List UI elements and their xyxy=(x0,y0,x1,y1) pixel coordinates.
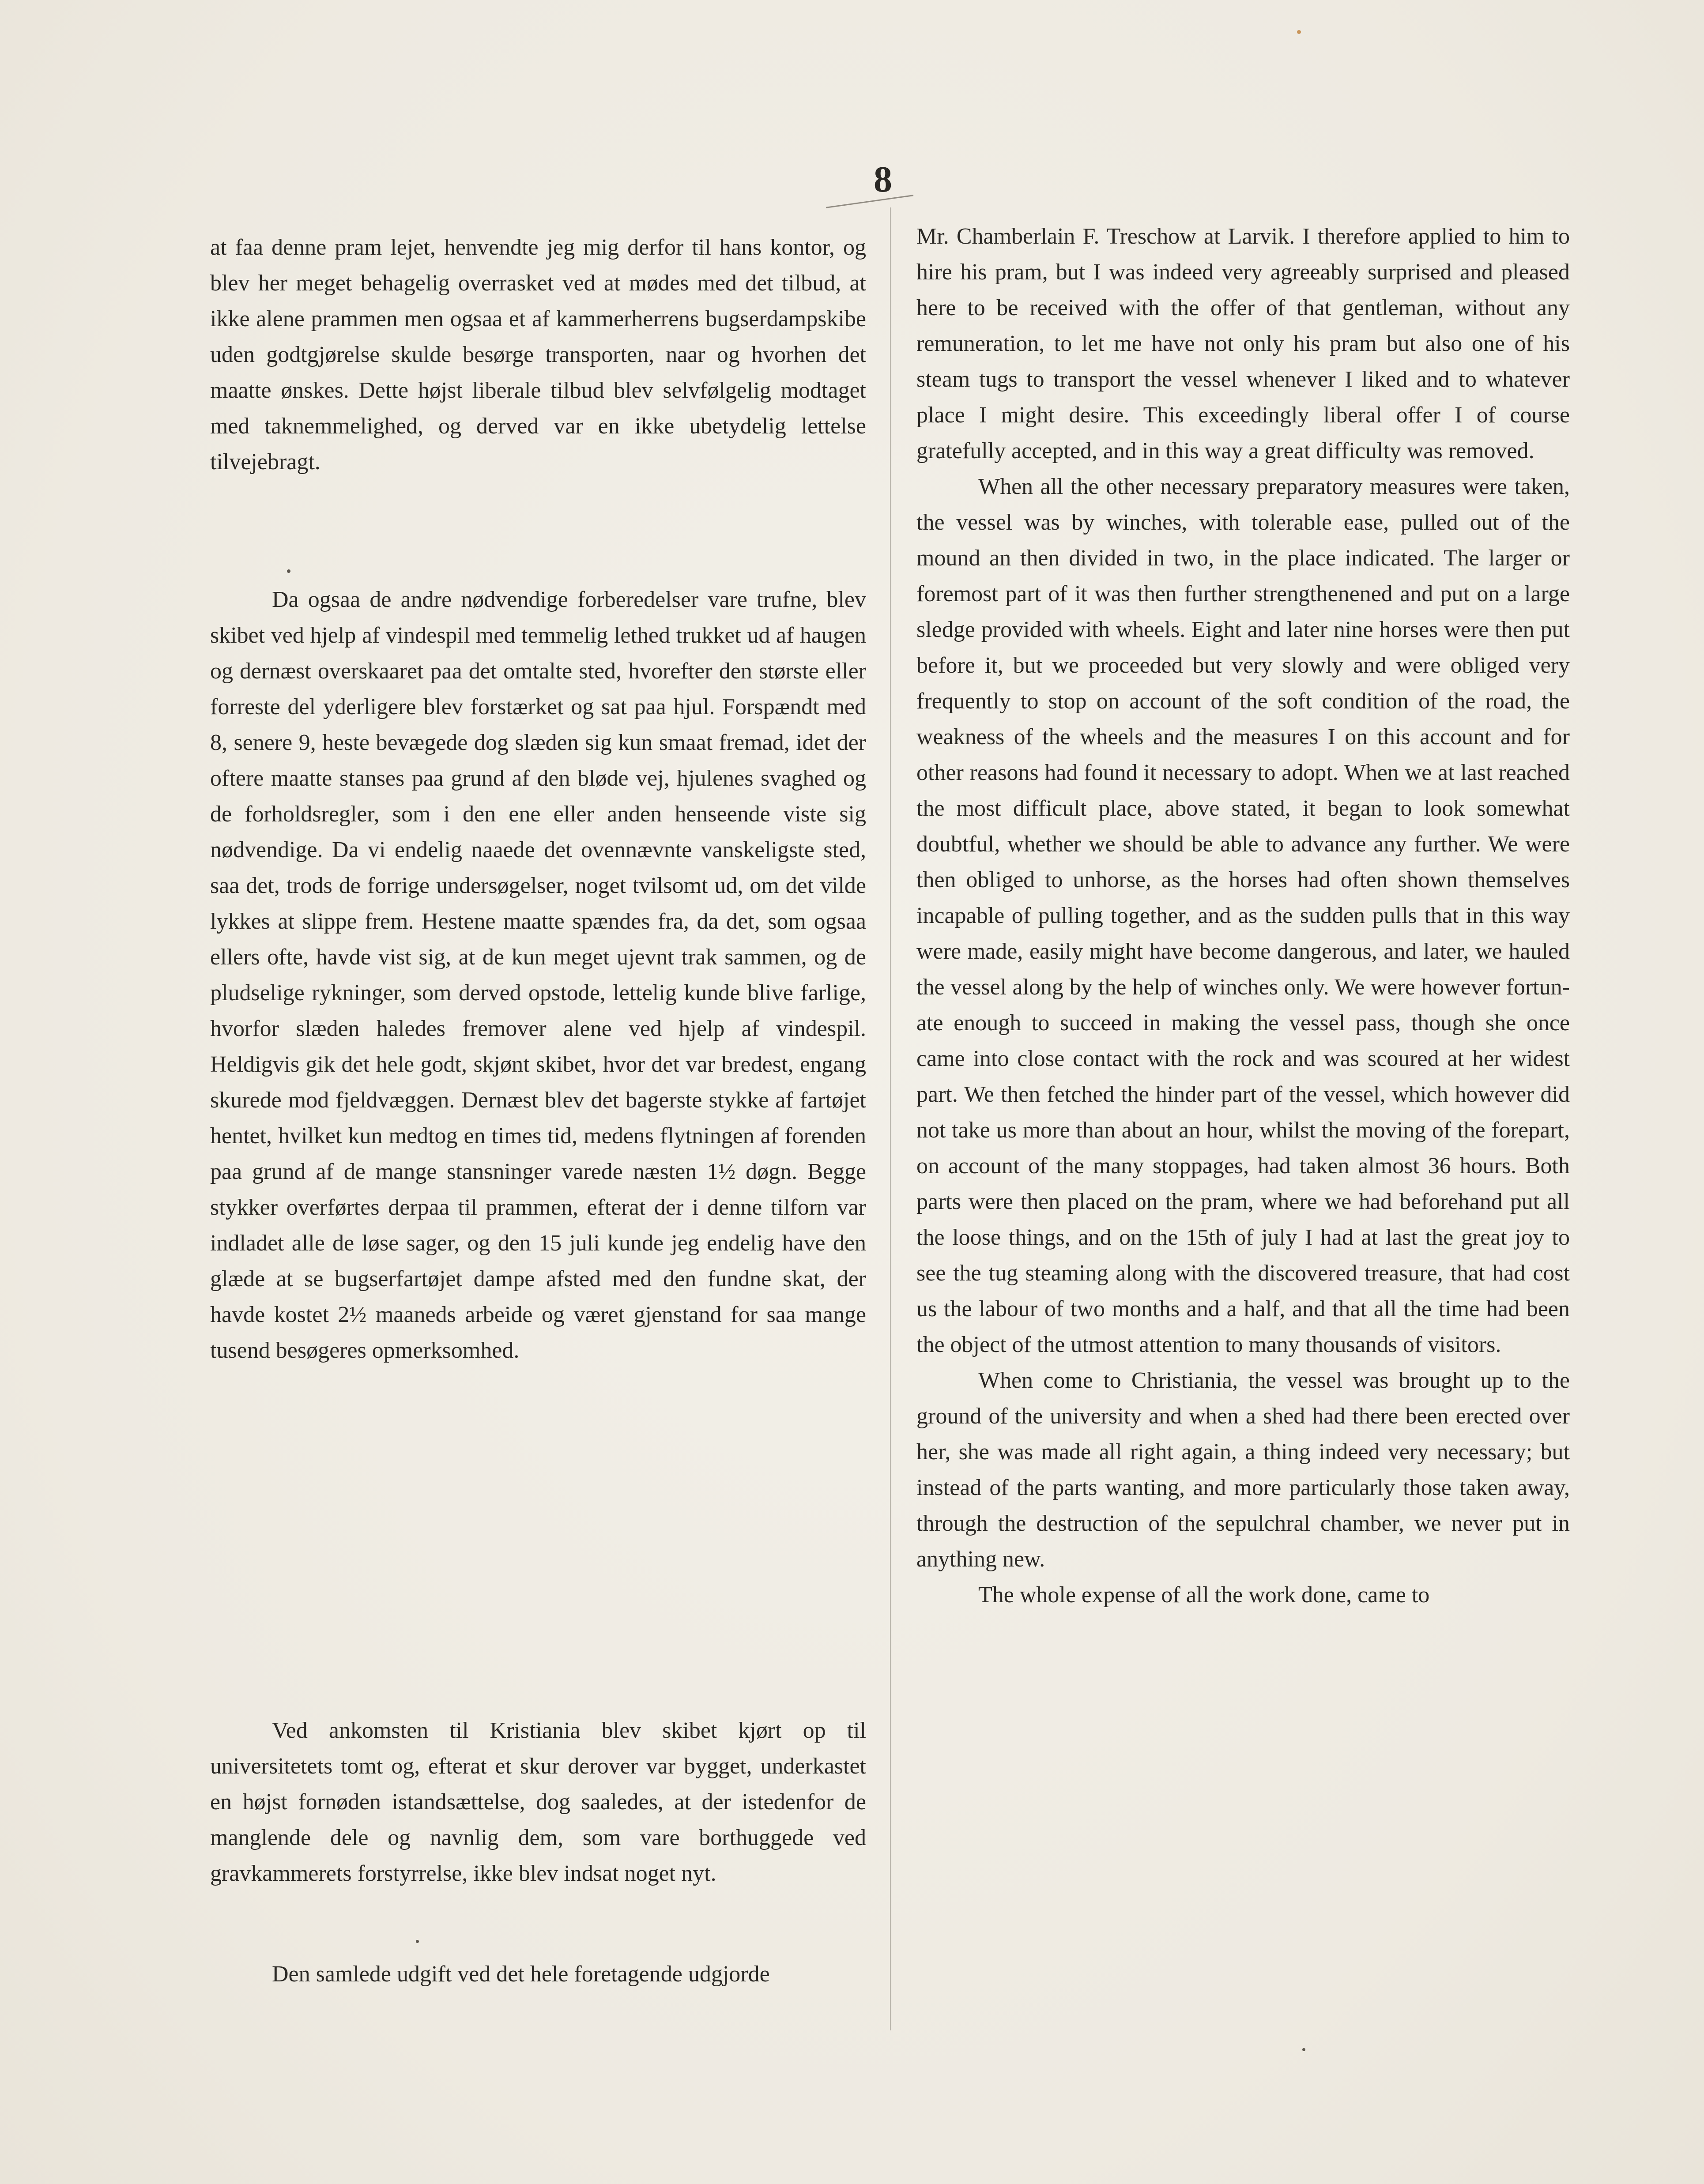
paper-speck xyxy=(416,1940,419,1943)
english-column xyxy=(916,218,1570,1613)
norwegian-paragraph-1-text: at faa denne pram lejet, henvendte jeg mig derfor til hans kontor, og blev her meget behagelig overrasket ved at mødes med det tilbud, at ikke alene prammen men ogsaa et af kammerherrens bugserdampskibe uden godtgjørelse skulde besørge transporten, naar og hvorhen det maatte ønskes. Dette højst liberale tilbud blev selvfølgelig modtaget med taknemmelighed, og derved var en ikke ubetydelig lettelse tilvejebragt. xyxy=(210,235,866,474)
norwegian-paragraph-4 xyxy=(210,1956,866,1992)
norwegian-paragraph-3 xyxy=(210,1713,866,1891)
norwegian-paragraph-2-text: Da ogsaa de andre nødvendige forberedelser vare trufne, blev skibet ved hjelp af vindespil med temmelig lethed trukket ud af haugen og dernæst overskaaret paa det omtalte sted, hvorefter den største eller forreste del yderligere blev forstærket og sat paa hjul. Forspændt med 8, senere 9, heste bevægede dog slæden sig kun smaat fremad, idet der oftere maatte stanses paa grund af den bløde vej, hjulenes svaghed og de forholdsregler, som i den ene eller anden henseende viste sig nødvendige. Da vi endelig naaede det ovennævnte vanskeligste sted, saa det, trods de forrige undersøgelser, noget tvilsomt ud, om det vilde lykkes at slippe frem. Hestene maatte spændes fra, da det, som ogsaa ellers ofte, havde vist sig, at de kun meget ujevnt trak sammen, og de pludselige rykninger, som derved opstode, lettelig kunde blive farlige, hvorfor slæden haledes fremover alene ved hjelp af vindespil. Heldigvis gik det hele godt, skjønt skibet, hvor det var bredest, engang skurede mod fjeldvæggen. Dernæst blev det bagerste stykke af fartøjet hentet, hvilket kun medtog en times tid, medens flytningen af forenden paa grund af de mange stansninger varede næsten 1½ døgn. Begge stykker overførtes derpaa til prammen, efterat der i denne tilforn var indladet alle de løse sager, og den 15 juli kunde jeg endelig have den glæde at se bugserfartøjet dampe afsted med den fundne skat, der havde kostet 2½ maaneds arbeide og været gjenstand for saa mange tusend besøgeres opmerksomhed. xyxy=(210,587,866,1363)
english-paragraph-3-text: When come to Christiania, the vessel was brought up to the ground of the university and when a shed had there been erected over her, she was made all right again, a thing indeed very necessary; but instead of the parts wanting, and more particularly those taken away, through the destruction of the sepulchral chamber, we never put in anything new. xyxy=(916,1368,1570,1572)
norwegian-paragraph-1 xyxy=(210,230,866,480)
column-divider xyxy=(890,207,891,2030)
english-paragraph-1-text: Mr. Chamberlain F. Treschow at Larvik. I therefore applied to him to hire his pram, but I was indeed very agreeably surprised and pleased here to be received with the offer of that gentleman, without any remuneration, to let me have not only his pram but also one of his steam tugs to transport the vessel whenever I liked and to whatever place I might desire. This exceedingly liberal offer I of course gratefully accepted, and in this way a great difficulty was removed. xyxy=(916,224,1570,463)
page-number: 8 xyxy=(874,159,892,200)
paper-speck xyxy=(287,569,290,573)
paper-speck xyxy=(1297,30,1301,34)
english-paragraph-4-text: The whole expense of all the work done, came to xyxy=(978,1582,1430,1608)
norwegian-paragraph-2 xyxy=(210,582,866,1368)
norwegian-paragraph-3-text: Ved ankomsten til Kristiania blev skibet kjørt op til universitetets tomt og, efterat et skur derover var bygget, underkastet en højst fornøden istandsættelse, dog saaledes, at der istedenfor de manglende dele og navnlig dem, som vare borthuggede ved gravkammerets forstyrrelse, ikke blev indsat noget nyt. xyxy=(210,1718,866,1886)
norwegian-paragraph-4-text: Den samlede udgift ved det hele foretagende udgjorde xyxy=(272,1962,770,1987)
english-paragraph-2-text: When all the other necessary preparatory measures were taken, the vessel was by winches, with tolerable ease, pulled out of the mound an then divided in two, in the place indicated. The larger or foremost part of it was then further strengthenened and put on a large sledge provided with wheels. Eight and later nine horses were then put before it, but we proceeded but very slowly and were obliged very frequently to stop on account of the soft condition of the road, the weakness of the wheels and the measures I on this account and for other reasons had found it necessary to adopt. When we at last reached the most difficult place, above stated, it began to look somewhat doubtful, whether we should be able to advance any further. We were then obliged to unhorse, as the horses had often shown themselves incapable of pulling together, and as the sudden pulls that in this way were made, easily might have become dangerous, and later, we hauled the vessel along by the help of winches only. We were however fortunate enough to succeed in making the vessel pass, though she once came into close contact with the rock and was scoured at her widest part. We then fetched the hinder part of the vessel, which however did not take us more than about an hour, whilst the moving of the forepart, on account of the many stoppages, had taken almost 36 hours. Both parts were then placed on the pram, where we had beforehand put all the loose things, and on the 15th of july I had at last the great joy to see the tug steaming along with the discovered treasure, that had cost us the labour of two months and a half, and that all the time had been the object of the utmost attention to many thousands of visitors. xyxy=(916,474,1570,1357)
paper-speck xyxy=(1302,2048,1305,2051)
